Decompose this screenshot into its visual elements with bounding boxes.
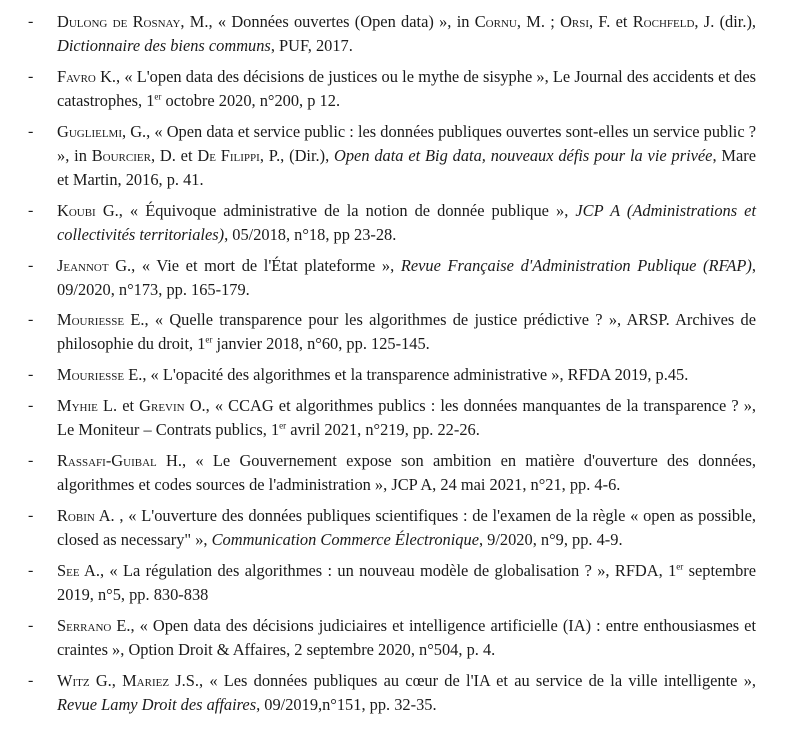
- list-bullet: -: [28, 67, 34, 85]
- work-title: Open data et Big data, nouveaux défis pour la vie privée: [334, 145, 713, 165]
- bibliography-entry: [0, 308, 786, 356]
- bibliography-entry: [0, 559, 786, 607]
- work-title: Dictionnaire des biens communs: [57, 36, 271, 55]
- entry-text: H., « Le Gouvernement expose son ambition en matière d'ouverture des données, algorithmes et codes sources de l'administration », JCP A, 24 mai 2021, n°21, pp. 4-6.: [57, 451, 756, 495]
- work-title: JCP A (Administrations et collectivités territoriales): [57, 200, 756, 244]
- entry-text: , D. et: [150, 145, 198, 165]
- superscript: er: [154, 91, 162, 102]
- entry-text: K., « L'open data des décisions de justices ou le mythe de sisyphe », Le Journal des accidents et des catastrophes, 1: [57, 66, 756, 110]
- bibliography-entry: [0, 254, 786, 302]
- entry-text: , M. ;: [516, 12, 561, 31]
- list-bullet: -: [28, 452, 34, 470]
- bibliography-entry: [0, 669, 786, 717]
- author-name: Witz: [57, 670, 90, 690]
- work-title: Revue Lamy Droit des affaires: [57, 694, 257, 714]
- author-name: Mariez: [122, 670, 170, 690]
- list-bullet: -: [28, 616, 34, 634]
- list-bullet: -: [28, 256, 34, 274]
- superscript: er: [205, 334, 213, 345]
- bibliography-entry: [0, 504, 786, 552]
- entry-text: octobre 2020, n°200, p 12.: [161, 90, 341, 110]
- entry-text: E., « Open data des décisions judiciaires et intelligence artificielle (IA) : entre enthousiasmes et craintes », Option Droit & Affaires, 2 septembre 2020, n°504, p. 4.: [57, 615, 756, 659]
- entry-text: , 9/2020, n°9, pp. 4-9.: [478, 530, 623, 550]
- bibliography-entry: [0, 65, 786, 113]
- entry-text: O., « CCAG et algorithmes publics : les données manquantes de la transparence ? », Le Moniteur – Contrats publics, 1: [57, 396, 757, 440]
- entry-text: E., « Quelle transparence pour les algorithmes de justice prédictive ? », ARSP. Archives de philosophie du droit, 1: [57, 310, 756, 354]
- bibliography-entry: [0, 199, 786, 247]
- entry-text: , J. (dir.),: [694, 12, 756, 31]
- author-name: Favro: [57, 66, 96, 86]
- author-name: Myhie: [57, 396, 98, 416]
- author-name: Dulong de Rosnay: [57, 12, 181, 31]
- bibliography-entry: [0, 10, 786, 58]
- list-bullet: -: [28, 366, 34, 384]
- list-bullet: -: [28, 122, 34, 140]
- entry-text: avril 2021, n°219, pp. 22-26.: [286, 420, 480, 440]
- entry-text: G., « Équivoque administrative de la notion de donnée publique »,: [95, 200, 576, 220]
- author-name: Cornu: [474, 12, 517, 31]
- author-name: See: [57, 560, 80, 580]
- entry-text: G., « Vie et mort de l'État plateforme »,: [108, 255, 401, 275]
- list-bullet: -: [28, 397, 34, 415]
- list-bullet: -: [28, 561, 34, 579]
- entry-text: , 09/2020, n°173, pp. 165-179.: [57, 255, 756, 299]
- entry-text: A., « La régulation des algorithmes : un nouveau modèle de globalisation ? », RFDA, 1: [79, 560, 677, 580]
- list-bullet: -: [28, 311, 34, 329]
- entry-text: A. , « L'ouverture des données publiques scientifiques : de l'examen de la règle « open as possible, closed as necessary" »,: [57, 506, 756, 550]
- author-name: Koubi: [57, 200, 96, 220]
- author-name: Guglielmi: [57, 121, 122, 141]
- entry-text: J.S., « Les données publiques au cœur de l'IA et au service de la ville intelligente »,: [169, 670, 756, 690]
- list-bullet: -: [28, 201, 34, 219]
- entry-text: , G., « Open data et service public : les données publiques ouvertes sont-elles un service public ? », in: [57, 121, 756, 165]
- author-name: Robin: [57, 506, 95, 526]
- entry-text: septembre 2019, n°5, pp. 830-838: [57, 560, 757, 604]
- author-name: Jeannot: [57, 255, 109, 275]
- entry-text: , Mare et Martin, 2016, p. 41.: [57, 145, 756, 189]
- bibliography-list: [0, 10, 786, 724]
- bibliography-entry: [0, 614, 786, 662]
- author-name: Rassafi-Guibal: [57, 451, 157, 471]
- author-name: Mouriesse: [57, 365, 125, 385]
- bibliography-entry: [0, 120, 786, 192]
- bibliography-entry: [0, 394, 786, 442]
- entry-text: , 09/2019,n°151, pp. 32-35.: [256, 694, 437, 714]
- entry-text: , P., (Dir.),: [259, 145, 335, 165]
- author-name: Serrano: [57, 615, 112, 635]
- work-title: Revue Française d'Administration Publique (RFAP): [400, 255, 752, 275]
- entry-text: G.,: [89, 670, 123, 690]
- author-name: Grevin: [139, 396, 185, 416]
- entry-text: , 05/2018, n°18, pp 23-28.: [224, 224, 397, 244]
- list-bullet: -: [28, 671, 34, 689]
- superscript: er: [676, 561, 684, 572]
- author-name: De Filippi: [197, 145, 260, 165]
- entry-text: , F. et: [589, 12, 633, 31]
- author-name: Mouriesse: [57, 310, 125, 330]
- bibliography-entry: [0, 363, 786, 387]
- list-bullet: -: [28, 13, 34, 30]
- bibliography-entry: [0, 449, 786, 497]
- entry-text: E., « L'opacité des algorithmes et la transparence administrative », RFDA 2019, p.45.: [124, 365, 689, 385]
- entry-text: janvier 2018, n°60, pp. 125-145.: [212, 334, 430, 354]
- superscript: er: [279, 420, 287, 431]
- entry-text: , M., « Données ouvertes (Open data) », in: [180, 12, 475, 31]
- author-name: Orsi: [560, 12, 590, 31]
- list-bullet: -: [28, 507, 34, 525]
- work-title: Communication Commerce Électronique: [211, 530, 479, 550]
- author-name: Rochfeld: [632, 12, 695, 31]
- entry-text: L. et: [97, 396, 140, 416]
- author-name: Bourcier: [91, 145, 151, 165]
- entry-text: , PUF, 2017.: [270, 36, 353, 55]
